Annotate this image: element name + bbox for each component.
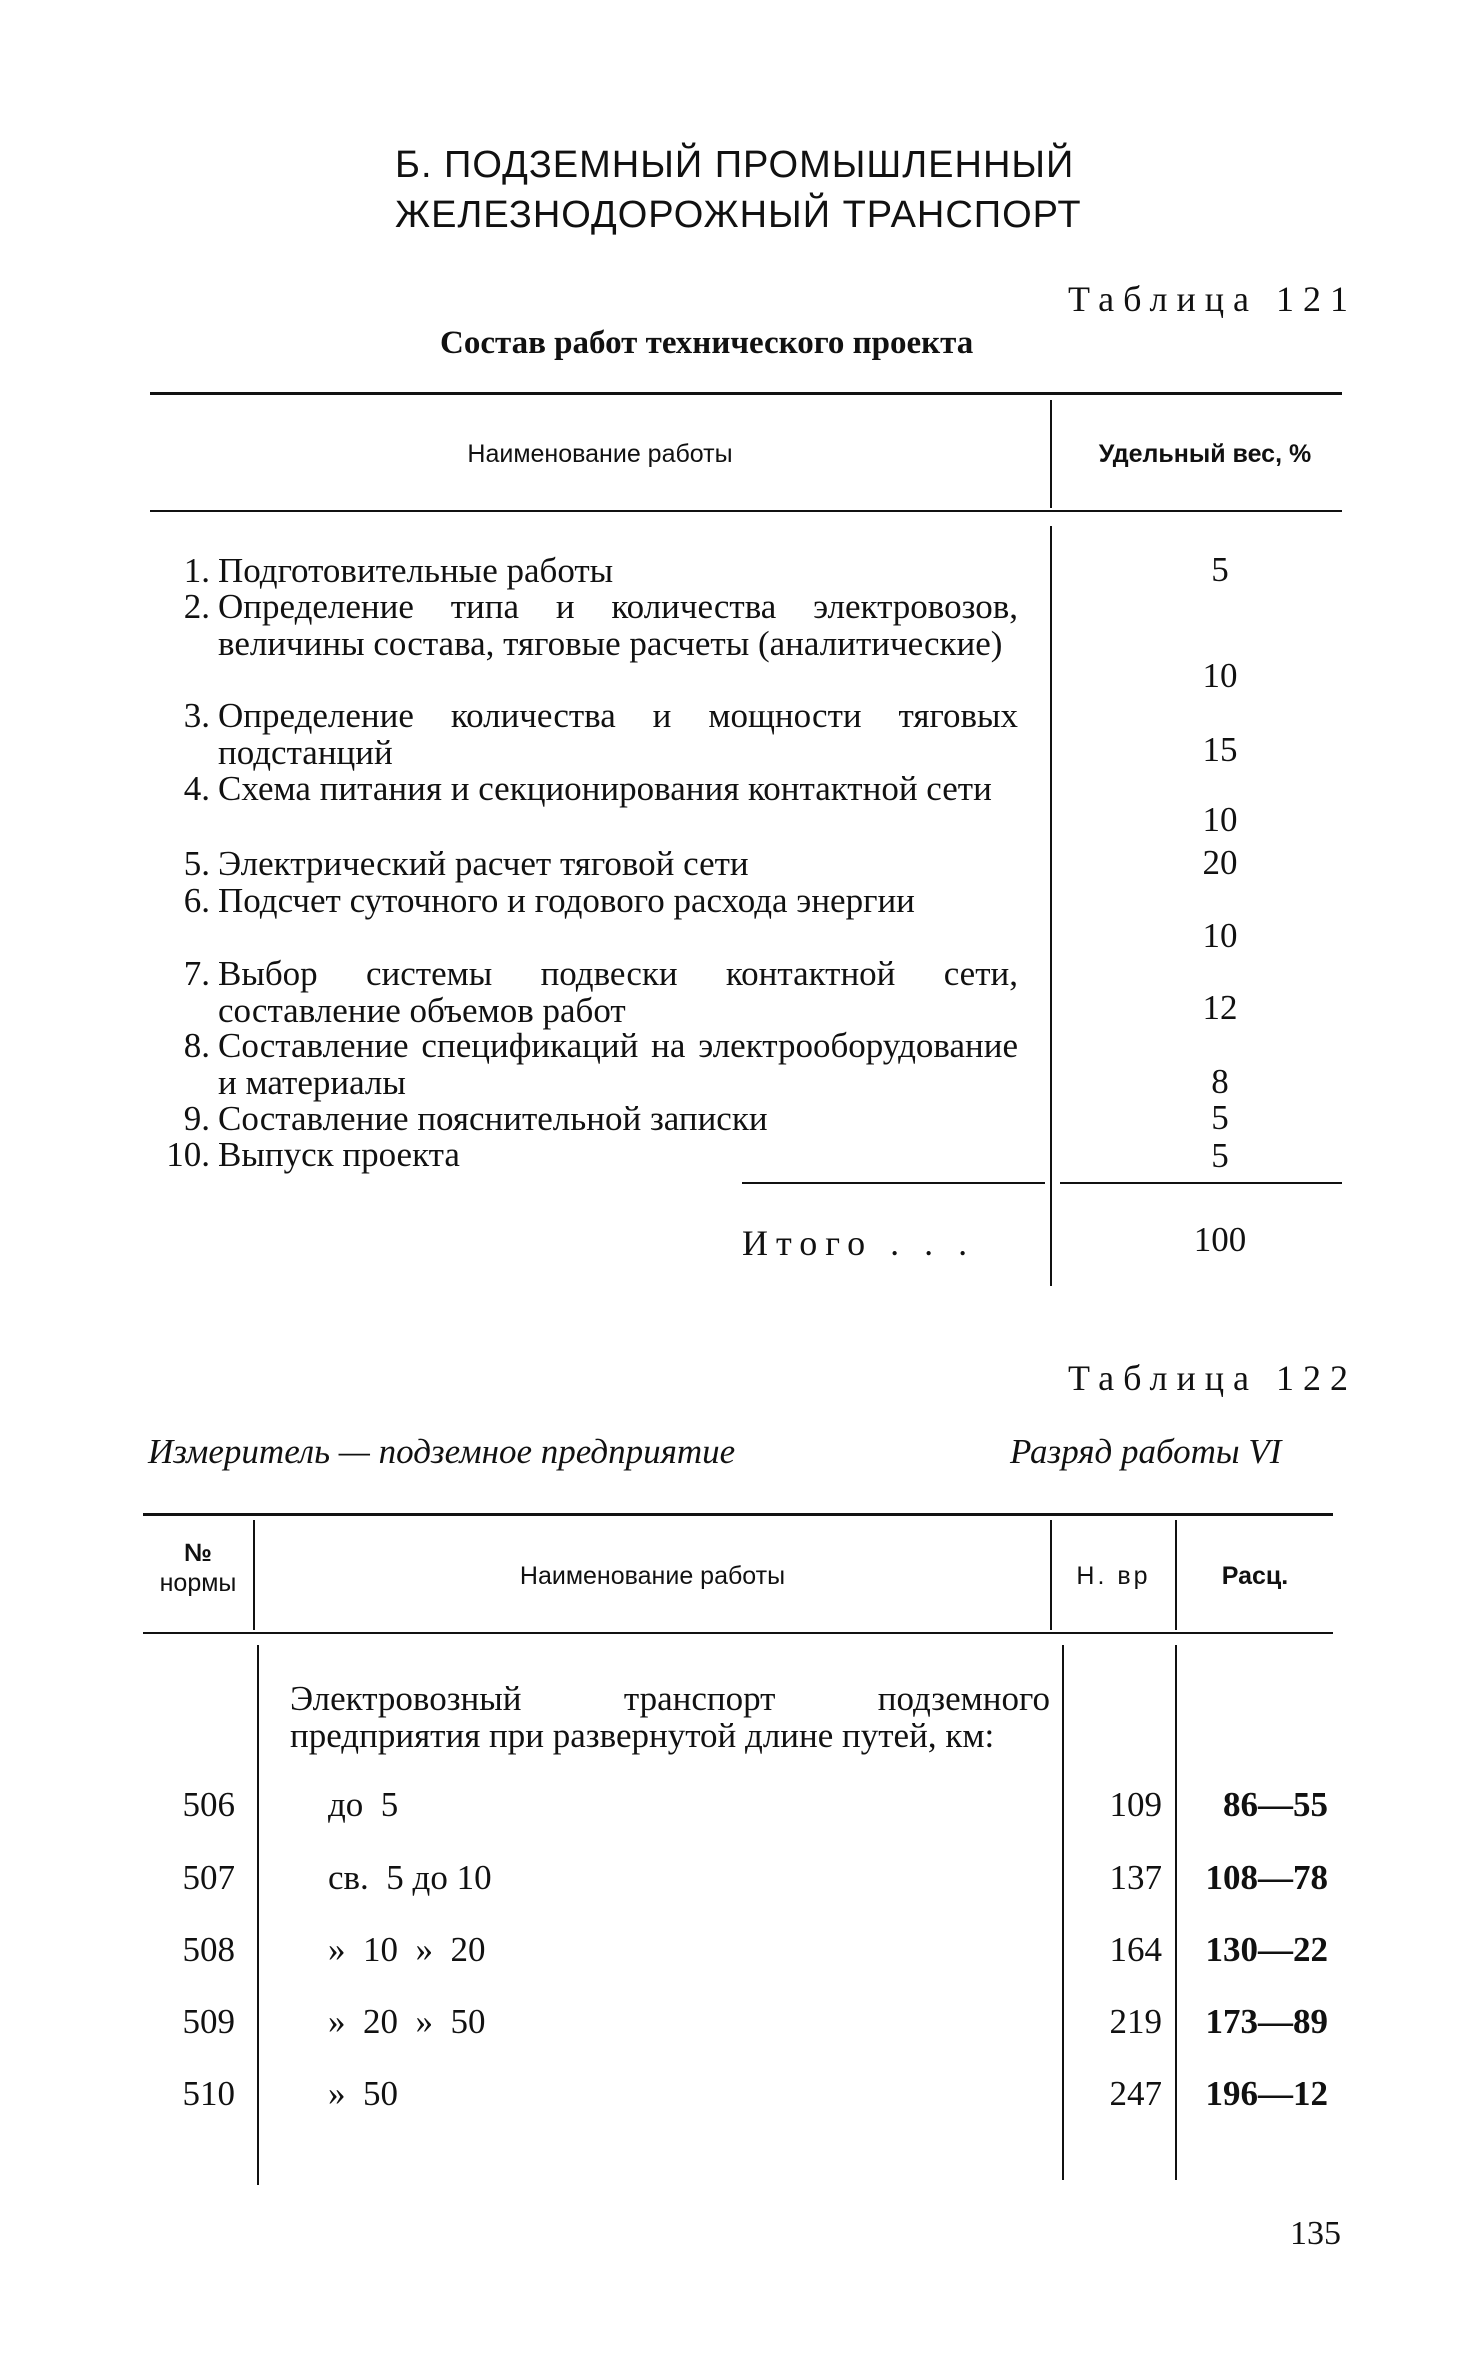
norm-rate: 86—55 xyxy=(1223,1785,1328,1824)
row-weight-value: 5 xyxy=(1211,1098,1229,1137)
norm-number: 509 xyxy=(182,2002,235,2041)
row-number: 2. xyxy=(183,587,210,626)
table-122-col-num xyxy=(143,1538,253,1598)
table-121-body-divider xyxy=(1050,526,1052,1286)
norm-work-name: » 50 xyxy=(328,2074,398,2113)
row-number: 7. xyxy=(183,954,210,993)
table-121-caption: Состав работ технического проекта xyxy=(440,325,974,361)
row-work-name: Определение типа и количества электровозов, величины состава, тяговые расчеты (аналитические) xyxy=(218,587,1018,663)
norm-work-name: » 10 » 20 xyxy=(328,1930,486,1969)
table-121-row xyxy=(158,697,1028,771)
table-121-total-value: 100 xyxy=(1193,1220,1247,1259)
norm-number: 508 xyxy=(182,1930,235,1969)
norm-work-name: до 5 xyxy=(328,1785,399,1824)
row-work-name: Подсчет суточного и годового расхода энергии xyxy=(218,881,915,920)
table-122-top-rule xyxy=(143,1513,1333,1516)
norm-number: 506 xyxy=(182,1785,235,1824)
row-weight-value: 15 xyxy=(1202,730,1238,769)
table-122-header-rule xyxy=(143,1632,1333,1634)
table-121-top-rule xyxy=(150,392,1342,395)
row-number: 8. xyxy=(183,1026,210,1065)
row-work-name: Подготовительные работы xyxy=(218,551,614,590)
table-122-body-divider-1 xyxy=(257,1645,259,2185)
table-121-label: Таблица 121 xyxy=(1068,279,1357,319)
row-weight-value: 10 xyxy=(1202,800,1238,839)
row-number: 4. xyxy=(183,769,210,808)
table-122-meter: Измеритель — подземное предприятие xyxy=(148,1432,736,1471)
row-number: 6. xyxy=(183,881,210,920)
norm-number: 507 xyxy=(182,1858,235,1897)
norm-number: 510 xyxy=(182,2074,235,2113)
row-weight-value: 5 xyxy=(1211,1136,1229,1175)
table-121-header-divider xyxy=(1050,400,1052,508)
table-121-row xyxy=(158,588,1028,662)
table-122-label: Таблица 122 xyxy=(1068,1358,1357,1398)
table-121-col-work: Наименование работы xyxy=(467,440,733,468)
row-weight-value: 20 xyxy=(1202,843,1238,882)
section-title-line-1: Б. ПОДЗЕМНЫЙ ПРОМЫШЛЕННЫЙ xyxy=(395,144,1075,186)
table-122-col-rate: Расц. xyxy=(1221,1562,1289,1590)
row-number: 1. xyxy=(183,551,210,590)
norm-time: 247 xyxy=(1109,2074,1162,2113)
table-121-total-rule-left xyxy=(742,1182,1045,1184)
table-121-row xyxy=(158,552,1028,589)
section-title xyxy=(395,140,1195,240)
row-work-name: Определение количества и мощности тяговых подстанций xyxy=(218,696,1018,772)
table-121-row xyxy=(158,882,1028,919)
norm-rate: 130—22 xyxy=(1205,1930,1328,1969)
norm-work-name: » 20 » 50 xyxy=(328,2002,486,2041)
row-weight-value: 8 xyxy=(1211,1062,1229,1101)
norm-time: 164 xyxy=(1109,1930,1162,1969)
table-122-col-time: Н. вр xyxy=(1076,1562,1151,1590)
page-number: 135 xyxy=(1290,2215,1341,2252)
table-121-row xyxy=(158,1027,1028,1101)
norm-work-name: св. 5 до 10 xyxy=(328,1858,492,1897)
table-121-col-weight: Удельный вес, % xyxy=(1098,440,1312,468)
table-122-col-num-sign: № xyxy=(184,1539,212,1567)
table-121-row xyxy=(158,845,1028,882)
table-122-col-work: Наименование работы xyxy=(519,1562,786,1590)
norm-time: 137 xyxy=(1109,1858,1162,1897)
norm-rate: 173—89 xyxy=(1205,2002,1328,2041)
table-121-row xyxy=(158,770,1028,807)
norm-time: 109 xyxy=(1109,1785,1162,1824)
section-title-line-2: ЖЕЛЕЗНОДОРОЖНЫЙ ТРАНСПОРТ xyxy=(395,194,1082,236)
row-number: 10. xyxy=(166,1135,210,1174)
table-121-total-label: Итого . . . xyxy=(742,1223,976,1263)
table-121-total-rule-right xyxy=(1060,1182,1342,1184)
norm-rate: 108—78 xyxy=(1205,1858,1328,1897)
row-work-name: Составление спецификаций на электрооборудование и материалы xyxy=(218,1026,1018,1102)
table-122-body-divider-3 xyxy=(1175,1645,1177,2180)
table-121-row xyxy=(158,1100,1028,1137)
row-weight-value: 10 xyxy=(1202,916,1238,955)
table-121-header-rule xyxy=(150,510,1342,512)
table-122-grade: Разряд работы VI xyxy=(1010,1432,1282,1471)
row-weight-value: 5 xyxy=(1211,550,1229,589)
table-121-row xyxy=(158,955,1028,1029)
row-number: 9. xyxy=(183,1099,210,1138)
table-122-group-text: Электровозный транспорт подземного предприятия при развернутой длине путей, км: xyxy=(290,1679,1050,1755)
table-121-row xyxy=(158,1136,1028,1173)
norm-time: 219 xyxy=(1109,2002,1162,2041)
row-work-name: Составление пояснительной записки xyxy=(218,1099,768,1138)
row-number: 5. xyxy=(183,844,210,883)
row-number: 3. xyxy=(183,696,210,735)
norm-rate: 196—12 xyxy=(1205,2074,1328,2113)
table-122-col-num-word: нормы xyxy=(159,1569,237,1597)
row-work-name: Схема питания и секционирования контактной сети xyxy=(218,769,992,808)
row-work-name: Выбор системы подвески контактной сети, составление объемов работ xyxy=(218,954,1018,1030)
row-weight-value: 10 xyxy=(1202,656,1238,695)
row-work-name: Электрический расчет тяговой сети xyxy=(218,844,749,883)
row-weight-value: 12 xyxy=(1202,988,1238,1027)
row-work-name: Выпуск проекта xyxy=(218,1135,460,1174)
